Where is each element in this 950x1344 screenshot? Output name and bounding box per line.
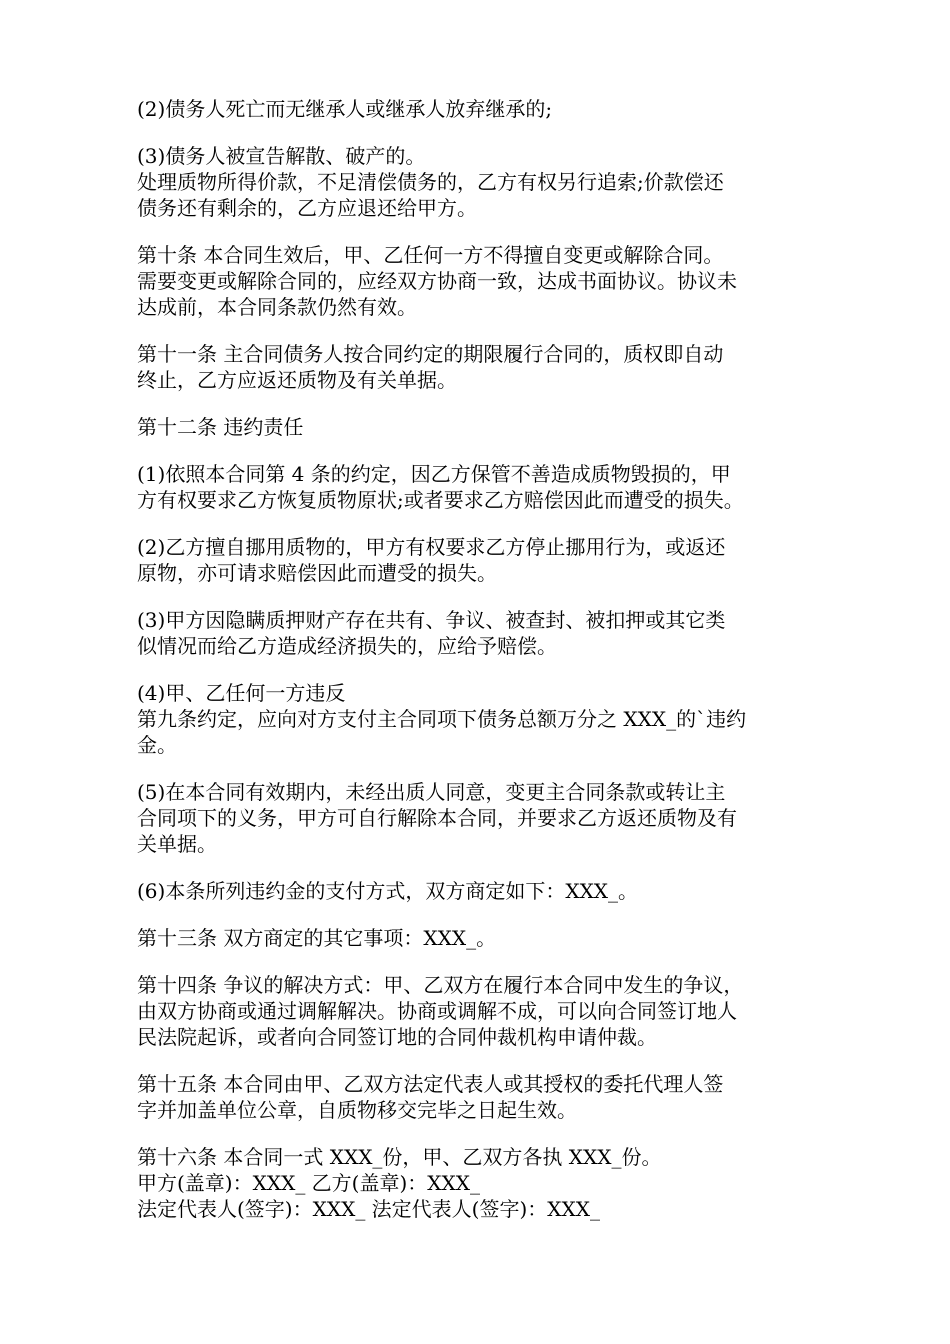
text-line: 第十二条 违约责任 (137, 415, 304, 439)
text-line: (6)本条所列违约金的支付方式，双方商定如下：XXX_。 (137, 879, 639, 903)
paragraph (137, 143, 827, 221)
paragraph (137, 925, 827, 951)
text-line: (4)甲、乙任何一方违反 (137, 681, 346, 705)
text-line: (2)乙方擅自挪用质物的，甲方有权要求乙方停止挪用行为，或返还 (137, 535, 726, 559)
text-line: 方有权要求乙方恢复质物原状;或者要求乙方赔偿因此而遭受的损失。 (137, 488, 744, 512)
text-line: 民法院起诉，或者向合同签订地的合同仲裁机构申请仲裁。 (137, 1025, 657, 1049)
text-line: 第十一条 主合同债务人按合同约定的期限履行合同的，质权即自动 (137, 342, 724, 366)
paragraph (137, 461, 827, 513)
text-line: 达成前，本合同条款仍然有效。 (137, 295, 417, 319)
text-line: 需要变更或解除合同的，应经双方协商一致，达成书面协议。协议未 (137, 269, 737, 293)
paragraph (137, 534, 827, 586)
text-line: 字并加盖单位公章，自质物移交完毕之日起生效。 (137, 1098, 577, 1122)
paragraph (137, 972, 827, 1050)
paragraph (137, 242, 827, 320)
text-line: 第十三条 双方商定的其它事项：XXX_。 (137, 926, 497, 950)
text-line: (3)债务人被宣告解散、破产的。 (137, 144, 426, 168)
text-line: (3)甲方因隐瞒质押财产存在共有、争议、被查封、被扣押或其它类 (137, 608, 726, 632)
text-line: 似情况而给乙方造成经济损失的，应给予赔偿。 (137, 634, 557, 658)
paragraph (137, 878, 827, 904)
paragraph (137, 1144, 827, 1222)
text-line: (1)依照本合同第 4 条的约定，因乙方保管不善造成质物毁损的，甲 (137, 462, 731, 486)
text-line: 关单据。 (137, 832, 217, 856)
text-line: 债务还有剩余的，乙方应退还给甲方。 (137, 196, 477, 220)
text-line: 第九条约定，应向对方支付主合同项下债务总额万分之 XXX_的`违约 (137, 707, 747, 731)
text-line: 第十四条 争议的解决方式：甲、乙双方在履行本合同中发生的争议， (137, 973, 744, 997)
text-line: 第十五条 本合同由甲、乙双方法定代表人或其授权的委托代理人签 (137, 1072, 724, 1096)
text-line: 原物，亦可请求赔偿因此而遭受的损失。 (137, 561, 497, 585)
text-line: 终止，乙方应返还质物及有关单据。 (137, 368, 457, 392)
text-line: 法定代表人(签字)：XXX_ 法定代表人(签字)：XXX_ (137, 1197, 600, 1221)
text-line: 金。 (137, 733, 177, 757)
text-line: 合同项下的义务，甲方可自行解除本合同，并要求乙方返还质物及有 (137, 806, 737, 830)
paragraph (137, 779, 827, 857)
text-line: 由双方协商或通过调解解决。协商或调解不成，可以向合同签订地人 (137, 999, 737, 1023)
text-line: 第十六条 本合同一式 XXX_份，甲、乙双方各执 XXX_份。 (137, 1145, 662, 1169)
paragraph (137, 341, 827, 393)
paragraph (137, 1071, 827, 1123)
text-line: (5)在本合同有效期内，未经出质人同意，变更主合同条款或转让主 (137, 780, 726, 804)
text-line: 甲方(盖章)：XXX_ 乙方(盖章)：XXX_ (137, 1171, 480, 1195)
document-body (137, 96, 827, 1222)
text-line: (2)债务人死亡而无继承人或继承人放弃继承的; (137, 97, 553, 121)
text-line: 处理质物所得价款，不足清偿债务的，乙方有权另行追索;价款偿还 (137, 170, 724, 194)
paragraph (137, 414, 827, 440)
paragraph (137, 96, 827, 122)
text-line: 第十条 本合同生效后，甲、乙任何一方不得擅自变更或解除合同。 (137, 243, 724, 267)
paragraph (137, 607, 827, 659)
paragraph (137, 680, 827, 758)
